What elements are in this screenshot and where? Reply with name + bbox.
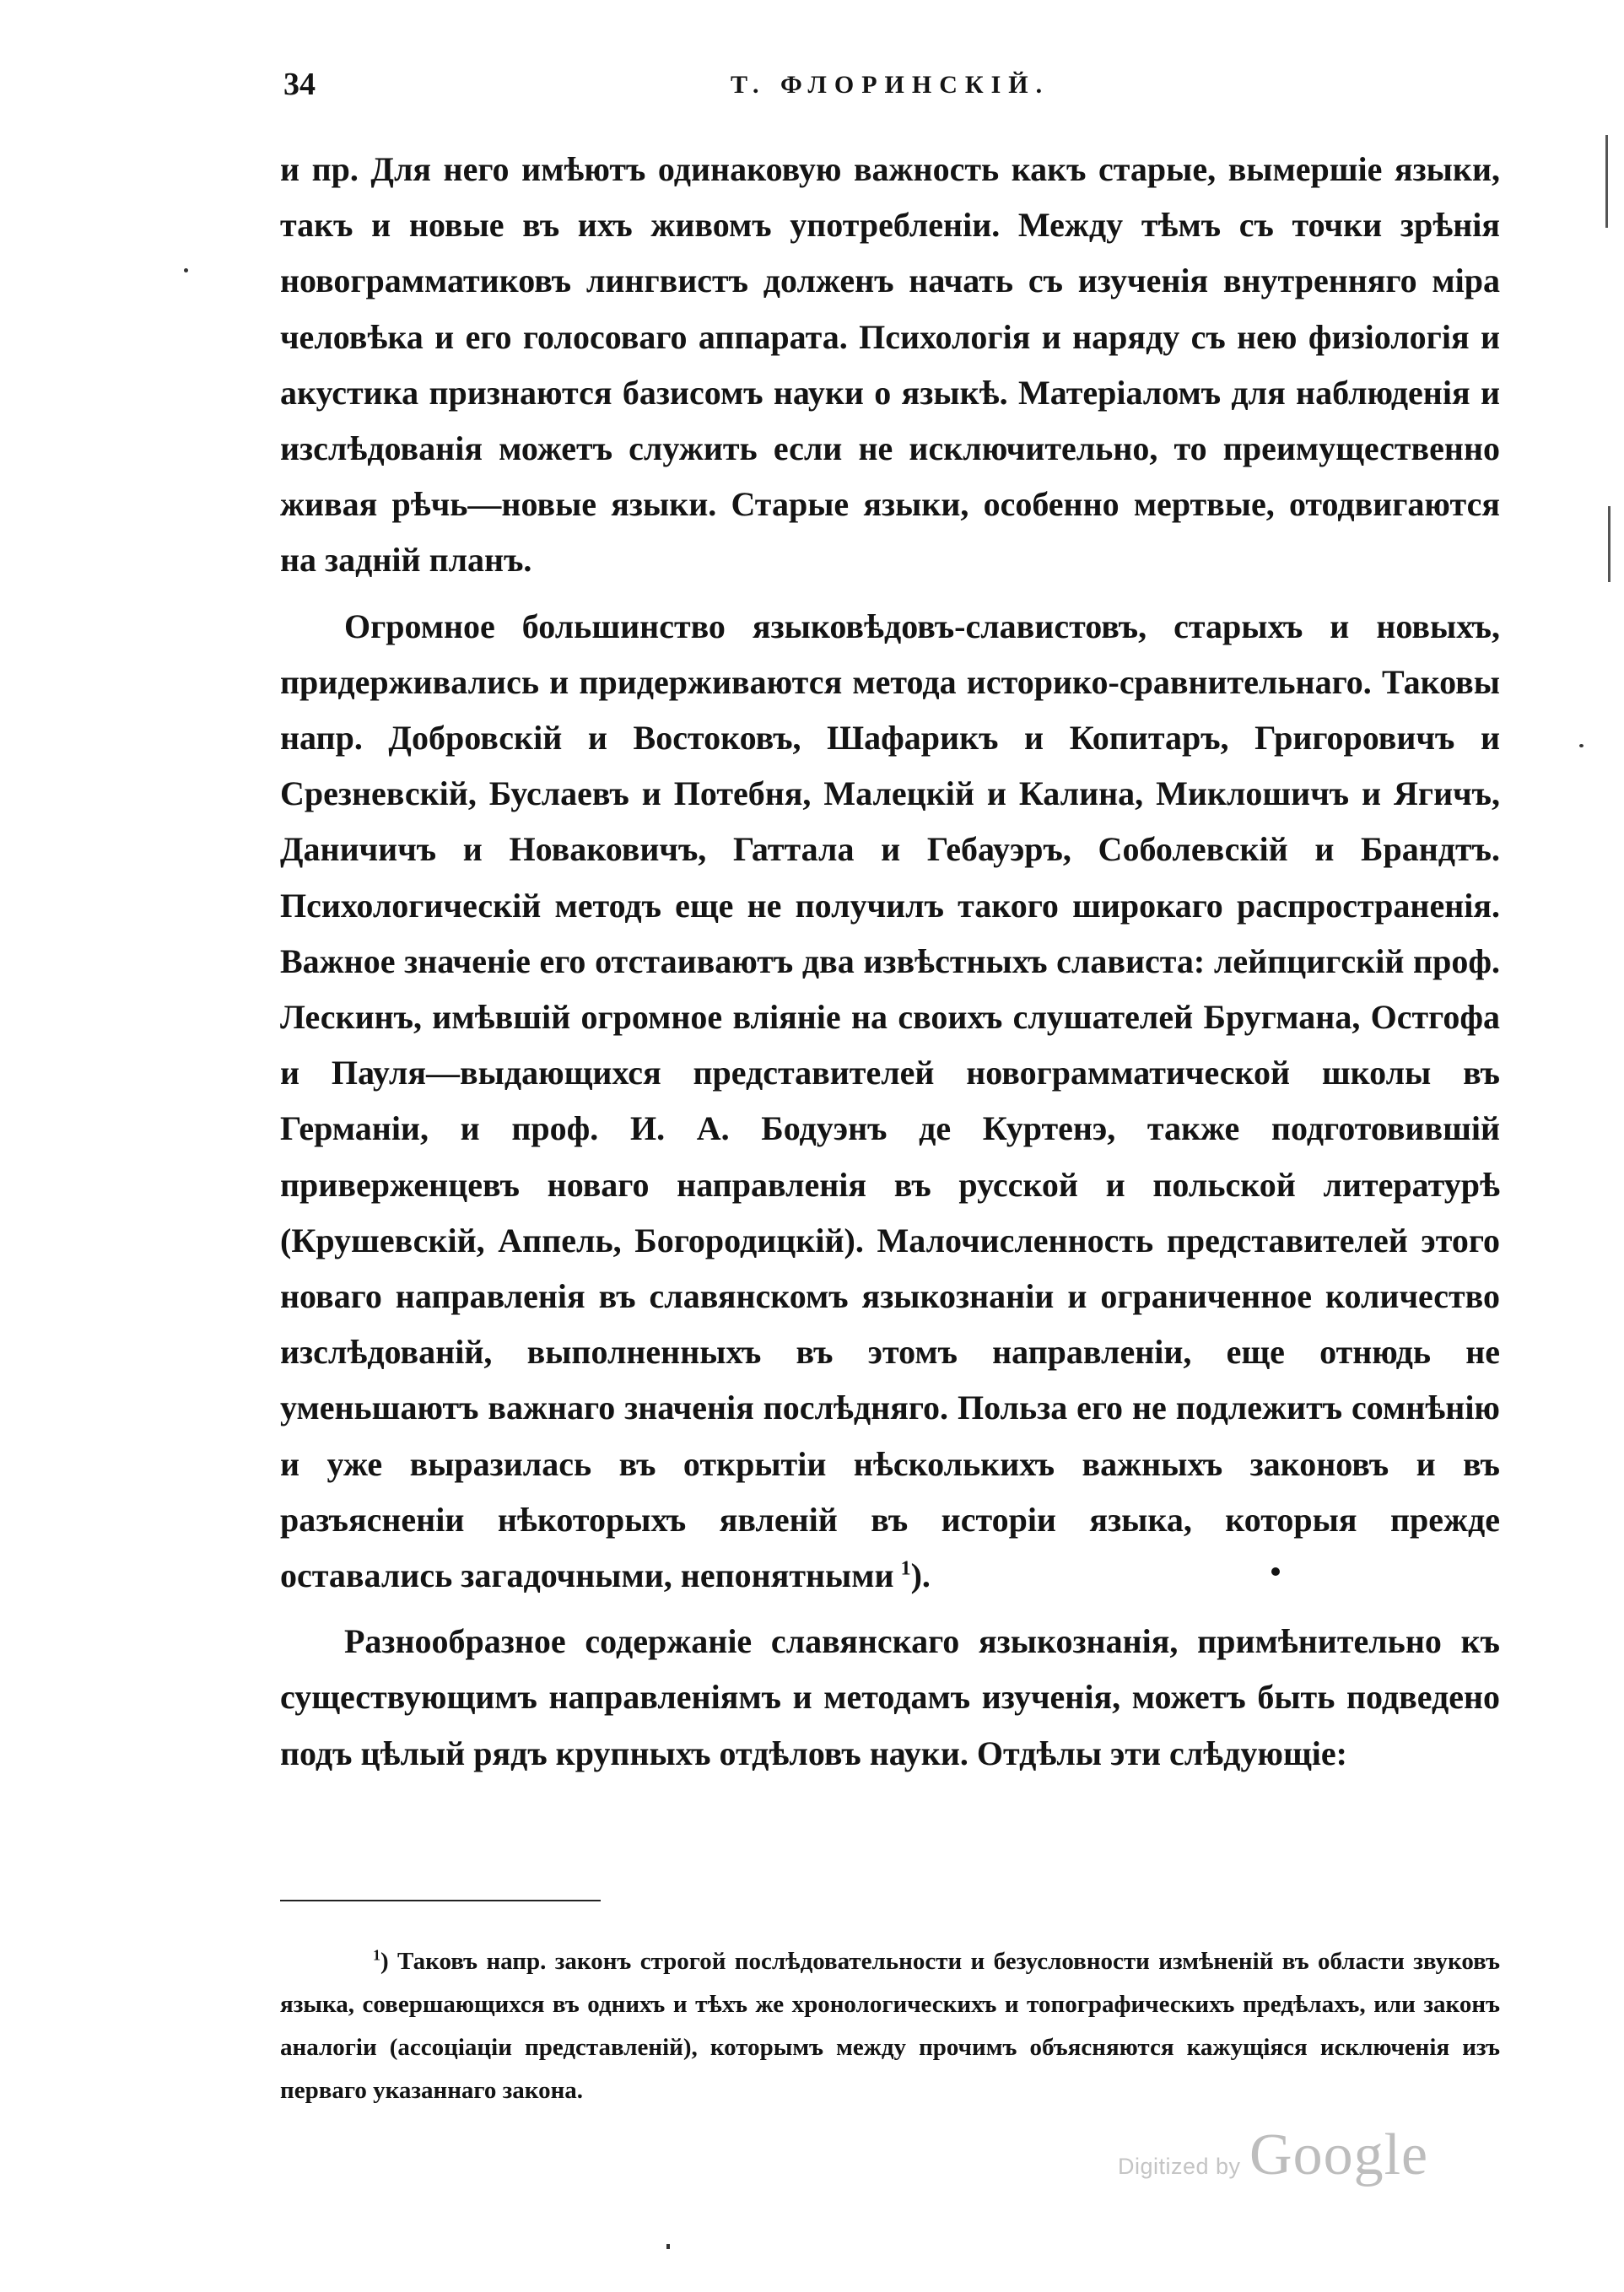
scan-speck bbox=[666, 2244, 670, 2249]
watermark-prefix: Digitized by bbox=[1118, 2154, 1241, 2179]
body-text bbox=[280, 142, 1500, 1782]
footnote bbox=[280, 1940, 1500, 2112]
running-head bbox=[283, 66, 1498, 116]
footnote-rule bbox=[280, 1900, 601, 1901]
google-logo: Google bbox=[1249, 2122, 1429, 2187]
paragraph-2 bbox=[280, 599, 1500, 1604]
scan-speck bbox=[1271, 1567, 1280, 1576]
scan-speck bbox=[1579, 744, 1584, 747]
scan-edge-line bbox=[1605, 135, 1608, 228]
page-number: 34 bbox=[283, 67, 316, 102]
paragraph-2-text: Огромное большинство языковѣдовъ-славистовъ, старыхъ и новыхъ, придерживались и придерживаются метода историко-сравнительнаго. Таковы напр. Добровскій и Востоковъ, Шафарикъ и Копитаръ, Григоровичъ и Срезневскій, Буслаевъ и Потебня, Малецкій и Калина, Миклошичъ и Ягичъ, Даничичъ и Новаковичъ, Гаттала и Гебауэръ, Соболевскій и Брандтъ. Психологическій методъ еще не получилъ такого широкаго распространенія. Важное значеніе его отстаиваютъ два извѣстныхъ слависта: лейпцигскій проф. Лескинъ, имѣвшій огромное вліяніе на своихъ слушателей Бругмана, Остгофа и Пауля—выдающихся представителей новограмматической школы въ Германіи, и проф. И. А. Бодуэнъ де Куртенэ, также подготовившій приверженцевъ новаго направленія въ русской и польской литературѣ (Крушевскій, Аппель, Богородицкій). Малочисленность представителей этого новаго направленія въ славянскомъ языкознаніи и ограниченное количество изслѣдованій, выполненныхъ въ этомъ направленіи, еще отнюдь не уменьшаютъ важнаго значенія послѣдняго. Польза его не подлежитъ сомнѣнію и уже выразилась въ открытіи нѣсколькихъ важныхъ законовъ и въ разъясненіи нѣкоторыхъ явленій въ исторіи языка, которыя прежде оставались загадочными, непонятными bbox=[280, 607, 1500, 1595]
scan-speck bbox=[184, 268, 188, 272]
footnote-reference-close: ). bbox=[910, 1556, 931, 1595]
paragraph-1: и пр. Для него имѣютъ одинаковую важность какъ старые, вымершіе языки, такъ и новые въ ихъ живомъ употребленіи. Между тѣмъ съ точки зрѣнія новограмматиковъ лингвистъ долженъ начать съ изученія внутренняго міра человѣка и его голосоваго аппарата. Психологія и наряду съ нею физіологія и акустика признаются базисомъ науки о языкѣ. Матеріаломъ для наблюденія и изслѣдованія можетъ служить если не исключительно, то преимущественно живая рѣчь—новые языки. Старые языки, особенно мертвые, отодвигаются на задній планъ. bbox=[280, 150, 1500, 580]
digitized-by-google-watermark bbox=[1118, 2122, 1429, 2187]
footnote-text: ) Таковъ напр. законъ строгой послѣдовательности и безусловности измѣненій въ области звуковъ языка, совершающихся въ однихъ и тѣхъ же хронологическихъ и топографическихъ предѣлахъ, или законъ аналогіи (ассоціаціи представленій), которымъ между прочимъ объясняются кажущіяся исключенія изъ перваго указаннаго закона. bbox=[280, 1948, 1500, 2104]
footnote-marker: 1 bbox=[373, 1946, 380, 1964]
paragraph-3: Разнообразное содержаніе славянскаго языкознанія, примѣнительно къ существующимъ направленіямъ и методамъ изученія, можетъ быть подведено подъ цѣлый рядъ крупныхъ отдѣловъ науки. Отдѣлы эти слѣдующіе: bbox=[280, 1622, 1500, 1772]
scan-edge-line bbox=[1608, 506, 1611, 582]
running-title: Т. ФЛОРИНСКІЙ. bbox=[731, 71, 1050, 99]
footnote-reference: 1 bbox=[900, 1557, 911, 1580]
